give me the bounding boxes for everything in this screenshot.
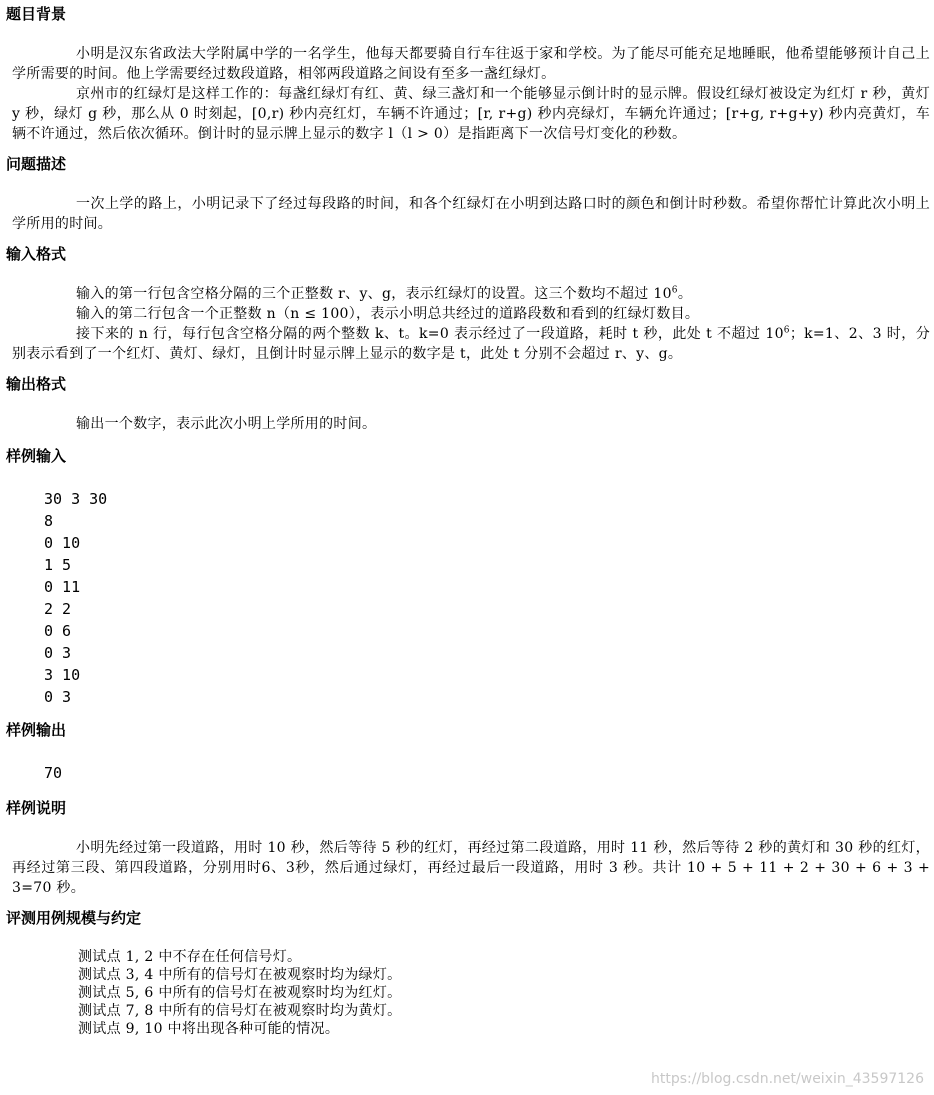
constraint-line: 测试点 3, 4 中所有的信号灯在被观察时均为绿灯。 (78, 967, 402, 983)
section-title-constraints: 评测用例规模与约定 (6, 909, 142, 927)
sample-input-line: 1 5 (44, 556, 72, 574)
constraint-line: 测试点 1, 2 中不存在任何信号灯。 (78, 949, 302, 965)
sample-input-line: 30 3 30 (44, 490, 108, 508)
section-title-sample-explanation: 样例说明 (6, 799, 67, 817)
section-title-background: 题目背景 (6, 5, 67, 23)
input-format-line-3-text: 接下来的 n 行，每行包含空格分隔的两个整数 k、t。k=0 表示经过了一段道路，耗时 t 秒，此处 t 不超过 10 (76, 326, 784, 342)
input-format-line-3-end: ；k=1、2、3 时，分别表示看到了一个红灯、黄灯、绿灯，且倒计时显示牌上显示的数字是 t，此处 t 分别不会超过 r、y、g。 (12, 326, 930, 362)
background-paragraph-1: 小明是汉东省政法大学附属中学的一名学生，他每天都要骑自行车往返于家和学校。为了能尽可能充足地睡眠，他希望能够预计自己上学所需要的时间。他上学需要经过数段道路，相邻两段道路之间设有至多一盏红绿灯。 (12, 46, 930, 82)
sample-input-line: 8 (44, 512, 54, 530)
constraint-line: 测试点 7, 8 中所有的信号灯在被观察时均为黄灯。 (78, 1003, 402, 1019)
input-format-line-3 (0, 324, 934, 364)
watermark-text: https://blog.csdn.net/weixin_43597126 (650, 1071, 924, 1087)
section-title-sample-input: 样例输入 (6, 447, 67, 465)
sample-explanation-paragraph: 小明先经过第一段道路，用时 10 秒，然后等待 5 秒的红灯，再经过第二段道路，用时 11 秒，然后等待 2 秒的黄灯和 30 秒的红灯，再经过第三段、第四段道路，分别用时6、3秒，然后通过绿灯，再经过最后一段道路，用时 3 秒。共计 10 + 5 + 11 + 2 + 30 + 6 + 3 + 3=70 秒。 (12, 840, 930, 896)
sample-output-value: 70 (44, 764, 63, 782)
input-format-line-1-text: 输入的第一行包含空格分隔的三个正整数 r、y、g，表示红绿灯的设置。这三个数均不超过 10 (76, 286, 672, 302)
sample-input-line: 2 2 (44, 600, 72, 618)
input-format-line-1-exponent: 6 (671, 285, 678, 296)
sample-input-line: 0 11 (44, 578, 81, 596)
sample-input-line: 3 10 (44, 666, 81, 684)
section-title-description: 问题描述 (6, 155, 67, 173)
sample-input-line: 0 3 (44, 688, 72, 706)
section-title-input-format: 输入格式 (6, 245, 67, 263)
sample-input-block (0, 488, 934, 708)
section-title-sample-output: 样例输出 (6, 721, 67, 739)
input-format-line-1 (0, 284, 934, 304)
input-format-line-2: 输入的第二行包含一个正整数 n（n ≤ 100），表示小明总共经过的道路段数和看到的红绿灯数目。 (76, 306, 700, 322)
section-title-output-format: 输出格式 (6, 375, 67, 393)
output-format-paragraph: 输出一个数字，表示此次小明上学所用的时间。 (76, 416, 377, 432)
constraint-line: 测试点 9, 10 中将出现各种可能的情况。 (78, 1021, 340, 1037)
input-format-line-3-exponent: 6 (783, 325, 790, 336)
input-format-line-1-end: 。 (677, 286, 693, 302)
sample-input-line: 0 3 (44, 644, 72, 662)
background-paragraph-2: 京州市的红绿灯是这样工作的：每盏红绿灯有红、黄、绿三盏灯和一个能够显示倒计时的显示牌。假设红绿灯被设定为红灯 r 秒，黄灯 y 秒，绿灯 g 秒，那么从 0 时刻起，[0,r) 秒内亮红灯，车辆不许通过；[r, r+g) 秒内亮绿灯，车辆允许通过；[r+g, r+g+y) 秒内亮黄灯，车辆不许通过，然后依次循环。倒计时的显示牌上显示的数字 l（l > 0）是指距离下一次信号灯变化的秒数。 (12, 86, 930, 142)
sample-input-line: 0 10 (44, 534, 81, 552)
sample-input-line: 0 6 (44, 622, 72, 640)
description-paragraph: 一次上学的路上，小明记录下了经过每段路的时间，和各个红绿灯在小明到达路口时的颜色和倒计时秒数。希望你帮忙计算此次小明上学所用的时间。 (12, 196, 930, 232)
constraint-line: 测试点 5, 6 中所有的信号灯在被观察时均为红灯。 (78, 985, 402, 1001)
